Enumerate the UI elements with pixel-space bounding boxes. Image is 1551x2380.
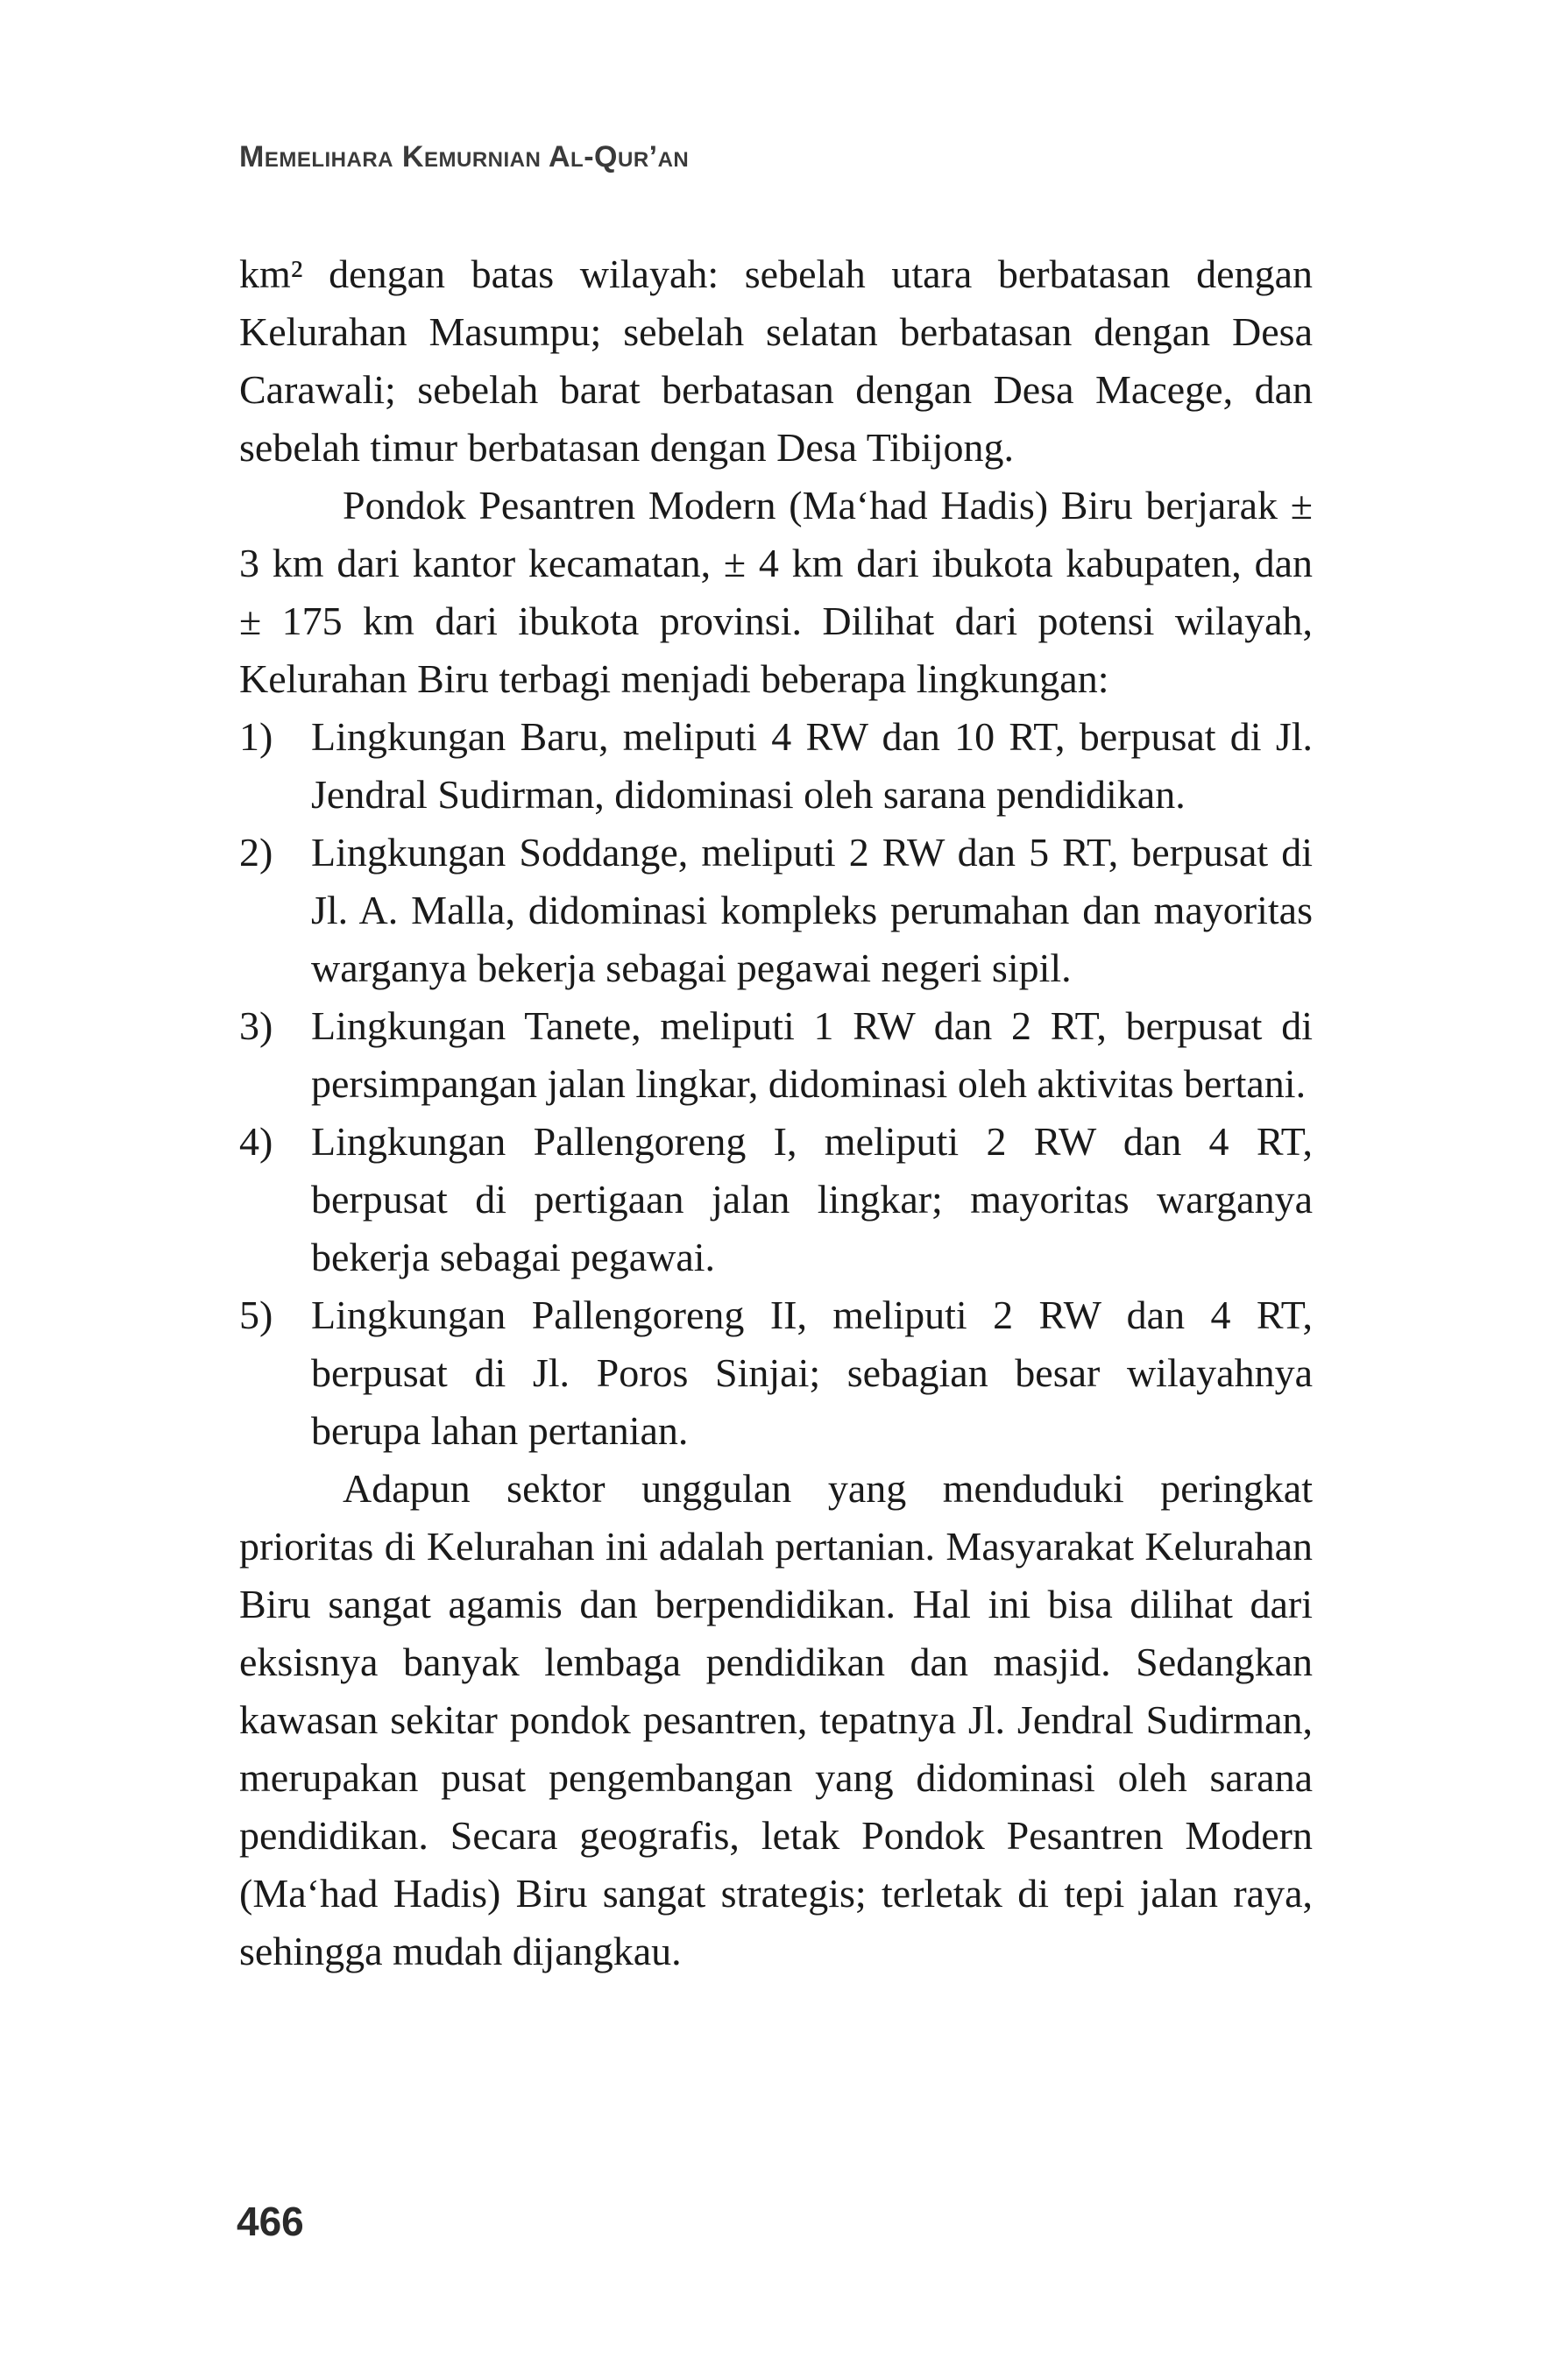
paragraph-3: Adapun sektor unggulan yang menduduki peringkat prioritas di Kelurahan ini adalah pertanian. Masyarakat Kelurahan Biru sangat agamis dan berpendidikan. Hal ini bisa dilihat dari eksisnya banyak lembaga pendidikan dan masjid. Sedangkan kawasan sekitar pondok pesantren, tepatnya Jl. Jendral Sudirman, merupakan pusat pengembangan yang didominasi oleh sarana pendidikan. Secara geografis, letak Pondok Pesantren Modern (Ma‘had Hadis) Biru sangat strategis; terletak di tepi jalan raya, sehingga mudah dijangkau. <box>239 1466 1313 1973</box>
list-item-text: Lingkungan Baru, meliputi 4 RW dan 10 RT, berpusat di Jl. Jendral Sudirman, didominasi oleh sarana pendidikan. <box>311 714 1313 817</box>
list-item-number: 3) <box>239 1003 273 1048</box>
list-item <box>239 708 1313 824</box>
lingkungan-list <box>239 708 1313 1460</box>
running-header: Memelihara Kemurnian Al-Qur’an <box>239 140 690 174</box>
list-item-text: Lingkungan Tanete, meliputi 1 RW dan 2 RT, berpusat di persimpangan jalan lingkar, didominasi oleh aktivitas bertani. <box>311 1003 1313 1106</box>
page-number: 466 <box>237 2199 304 2244</box>
list-item-number: 4) <box>239 1119 273 1164</box>
list-item-text: Lingkungan Soddange, meliputi 2 RW dan 5 RT, berpusat di Jl. A. Malla, didominasi kompleks perumahan dan mayoritas warganya bekerja sebagai pegawai negeri sipil. <box>311 830 1313 990</box>
paragraph-1: km² dengan batas wilayah: sebelah utara berbatasan dengan Kelurahan Masumpu; sebelah selatan berbatasan dengan Desa Carawali; sebelah barat berbatasan dengan Desa Macege, dan sebelah timur berbatasan dengan Desa Tibijong. <box>239 251 1313 470</box>
paragraph-2: Pondok Pesantren Modern (Ma‘had Hadis) Biru berjarak ± 3 km dari kantor kecamatan, ± 4 km dari ibukota kabupaten, dan ± 175 km dari ibukota provinsi. Dilihat dari potensi wilayah, Kelurahan Biru terbagi menjadi beberapa lingkungan: <box>239 483 1313 701</box>
list-item <box>239 1113 1313 1286</box>
list-item <box>239 997 1313 1113</box>
main-text <box>239 245 1313 1980</box>
list-item <box>239 1286 1313 1460</box>
list-item-number: 2) <box>239 830 273 875</box>
list-item-number: 5) <box>239 1293 273 1337</box>
list-item-text: Lingkungan Pallengoreng I, meliputi 2 RW dan 4 RT, berpusat di pertigaan jalan lingkar; mayoritas warganya bekerja sebagai pegawai. <box>311 1119 1313 1279</box>
list-item-text: Lingkungan Pallengoreng II, meliputi 2 RW dan 4 RT, berpusat di Jl. Poros Sinjai; sebagian besar wilayahnya berupa lahan pertanian. <box>311 1293 1313 1453</box>
list-item <box>239 824 1313 997</box>
list-item-number: 1) <box>239 714 273 759</box>
